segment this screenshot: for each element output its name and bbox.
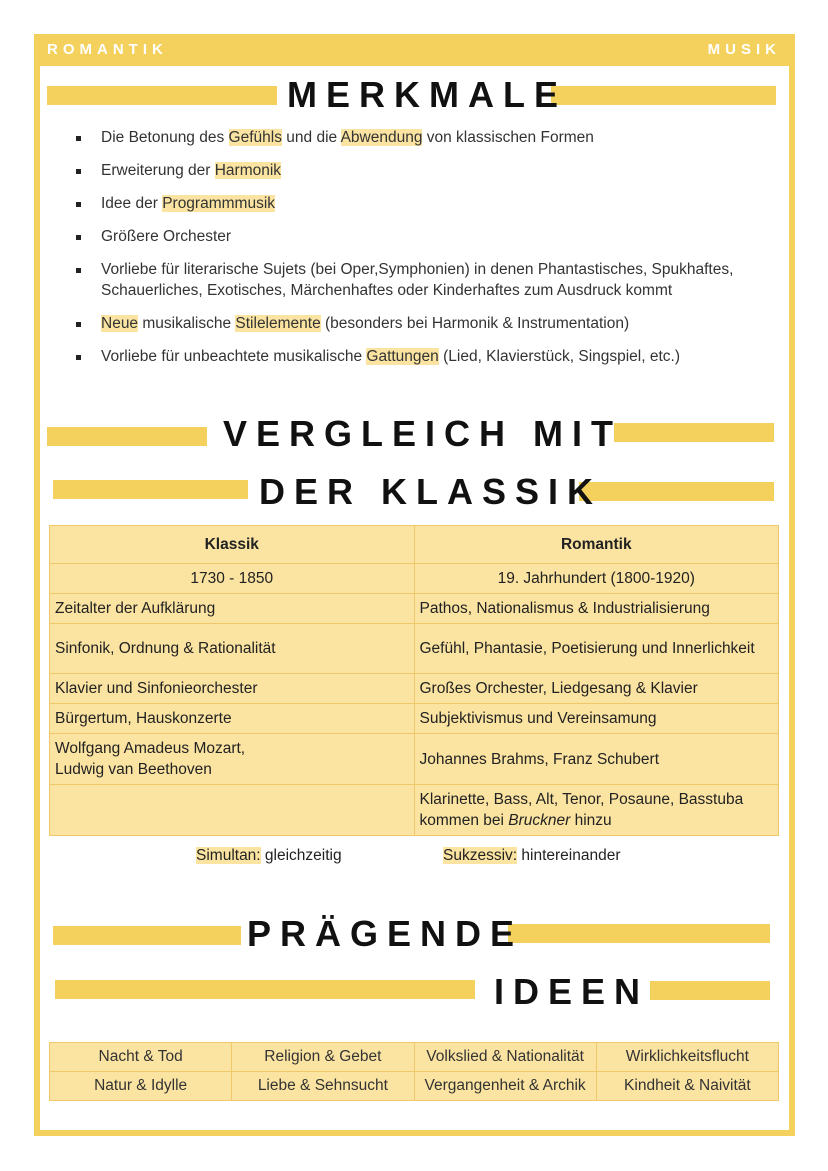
- term-sukzessiv: Sukzessiv:: [443, 847, 518, 864]
- decor-bar: [47, 427, 207, 446]
- definition-text: hintereinander: [517, 847, 621, 864]
- romantik-cell: Subjektivismus und Vereinsamung: [414, 704, 779, 734]
- romantik-cell: Gefühl, Phantasie, Poetisierung und Innerlichkeit: [414, 624, 779, 674]
- table-row: [50, 564, 779, 594]
- highlighted-term: Neue: [101, 315, 139, 332]
- merkmal-item: [76, 193, 796, 214]
- klassik-cell: Zeitalter der Aufklärung: [50, 594, 415, 624]
- item-text: von klassischen Formen: [422, 129, 594, 146]
- decor-bar: [551, 86, 776, 105]
- item-text: Die Betonung des: [101, 129, 229, 146]
- item-text: Größere Orchester: [101, 228, 232, 245]
- item-text: (besonders bei Harmonik & Instrumentation): [320, 315, 630, 332]
- decor-bar: [55, 980, 475, 999]
- item-text: Vorliebe für literarische Sujets (bei Oper,Symphonien) in denen Phantastisches, Spukhaftes, Schauerliches, Exotisches, Märchenhaftes oder Kinderhaftes zum Ausdruck kommt: [101, 261, 734, 299]
- idea-cell: Wirklichkeitsflucht: [596, 1043, 778, 1072]
- table-cell: [414, 785, 779, 836]
- merkmale-list: [76, 127, 796, 379]
- comparison-table: [49, 525, 779, 836]
- highlighted-term: Harmonik: [214, 162, 282, 179]
- table-row: [50, 734, 779, 785]
- table-row: [50, 785, 779, 836]
- idea-cell: Vergangenheit & Archik: [414, 1072, 596, 1101]
- table-row: [50, 594, 779, 624]
- item-text: Erweiterung der: [101, 162, 215, 179]
- table-row: [50, 704, 779, 734]
- ideas-table: [49, 1042, 779, 1101]
- highlighted-term: Stilelemente: [235, 315, 321, 332]
- section-title-vergleich-line1: VERGLEICH MIT: [223, 413, 623, 454]
- table-row: [50, 1043, 779, 1072]
- decor-bar: [53, 480, 248, 499]
- section-title-merkmale: MERKMALE: [287, 74, 567, 115]
- idea-cell: Liebe & Sehnsucht: [232, 1072, 414, 1101]
- idea-cell: Religion & Gebet: [232, 1043, 414, 1072]
- definition-text: gleichzeitig: [260, 847, 342, 864]
- highlighted-term: Gefühls: [228, 129, 282, 146]
- header-subject-left: ROMANTIK: [47, 41, 168, 58]
- cell-text-italic: Bruckner: [508, 812, 571, 829]
- definition-simultan: [196, 847, 342, 865]
- table-row: [50, 1072, 779, 1101]
- klassik-cell: Sinfonik, Ordnung & Rationalität: [50, 624, 415, 674]
- romantik-cell: Großes Orchester, Liedgesang & Klavier: [414, 674, 779, 704]
- merkmal-item: [76, 160, 796, 181]
- decor-bar: [47, 86, 277, 105]
- idea-cell: Volkslied & Nationalität: [414, 1043, 596, 1072]
- section-title-vergleich-line2: DER KLASSIK: [259, 471, 603, 512]
- klassik-period: 1730 - 1850: [50, 564, 415, 594]
- item-text: (Lied, Klavierstück, Singspiel, etc.): [438, 348, 681, 365]
- column-header-romantik: Romantik: [414, 526, 779, 564]
- romantik-period: 19. Jahrhundert (1800-1920): [414, 564, 779, 594]
- highlighted-term: Gattungen: [366, 348, 439, 365]
- highlighted-term: Abwendung: [340, 129, 423, 146]
- table-cell-empty: [50, 785, 415, 836]
- cell-text: Klarinette, Bass, Alt, Tenor, Posaune, Basstuba kommen bei: [419, 791, 744, 829]
- merkmal-item: [76, 313, 796, 334]
- decor-bar: [53, 926, 241, 945]
- romantik-cell: Pathos, Nationalismus & Industrialisierung: [414, 594, 779, 624]
- table-row: [50, 624, 779, 674]
- romantik-cell: Johannes Brahms, Franz Schubert: [414, 734, 779, 785]
- table-header-row: [50, 526, 779, 564]
- cell-text: hinzu: [570, 812, 612, 829]
- decor-bar: [614, 423, 774, 442]
- idea-cell: Nacht & Tod: [50, 1043, 232, 1072]
- klassik-cell: Wolfgang Amadeus Mozart, Ludwig van Beethoven: [50, 734, 415, 785]
- idea-cell: Natur & Idylle: [50, 1072, 232, 1101]
- merkmal-item: [76, 127, 796, 148]
- item-text: musikalische: [138, 315, 236, 332]
- merkmal-item: [76, 346, 796, 367]
- highlighted-term: Programmmusik: [162, 195, 276, 212]
- header-bar: [34, 34, 795, 66]
- header-subject-right: MUSIK: [707, 41, 781, 58]
- section-title-praegende: PRÄGENDE: [247, 913, 524, 954]
- klassik-cell: Bürgertum, Hauskonzerte: [50, 704, 415, 734]
- item-text: Idee der: [101, 195, 163, 212]
- item-text: Vorliebe für unbeachtete musikalische: [101, 348, 367, 365]
- merkmal-item: [76, 226, 796, 247]
- section-title-ideen: IDEEN: [494, 971, 650, 1012]
- decor-bar: [508, 924, 770, 943]
- table-row: [50, 674, 779, 704]
- decor-bar: [579, 482, 774, 501]
- idea-cell: Kindheit & Naivität: [596, 1072, 778, 1101]
- klassik-cell: Klavier und Sinfonieorchester: [50, 674, 415, 704]
- decor-bar: [650, 981, 770, 1000]
- term-simultan: Simultan:: [196, 847, 261, 864]
- definition-sukzessiv: [443, 847, 621, 865]
- column-header-klassik: Klassik: [50, 526, 415, 564]
- item-text: und die: [281, 129, 341, 146]
- merkmal-item: [76, 259, 796, 301]
